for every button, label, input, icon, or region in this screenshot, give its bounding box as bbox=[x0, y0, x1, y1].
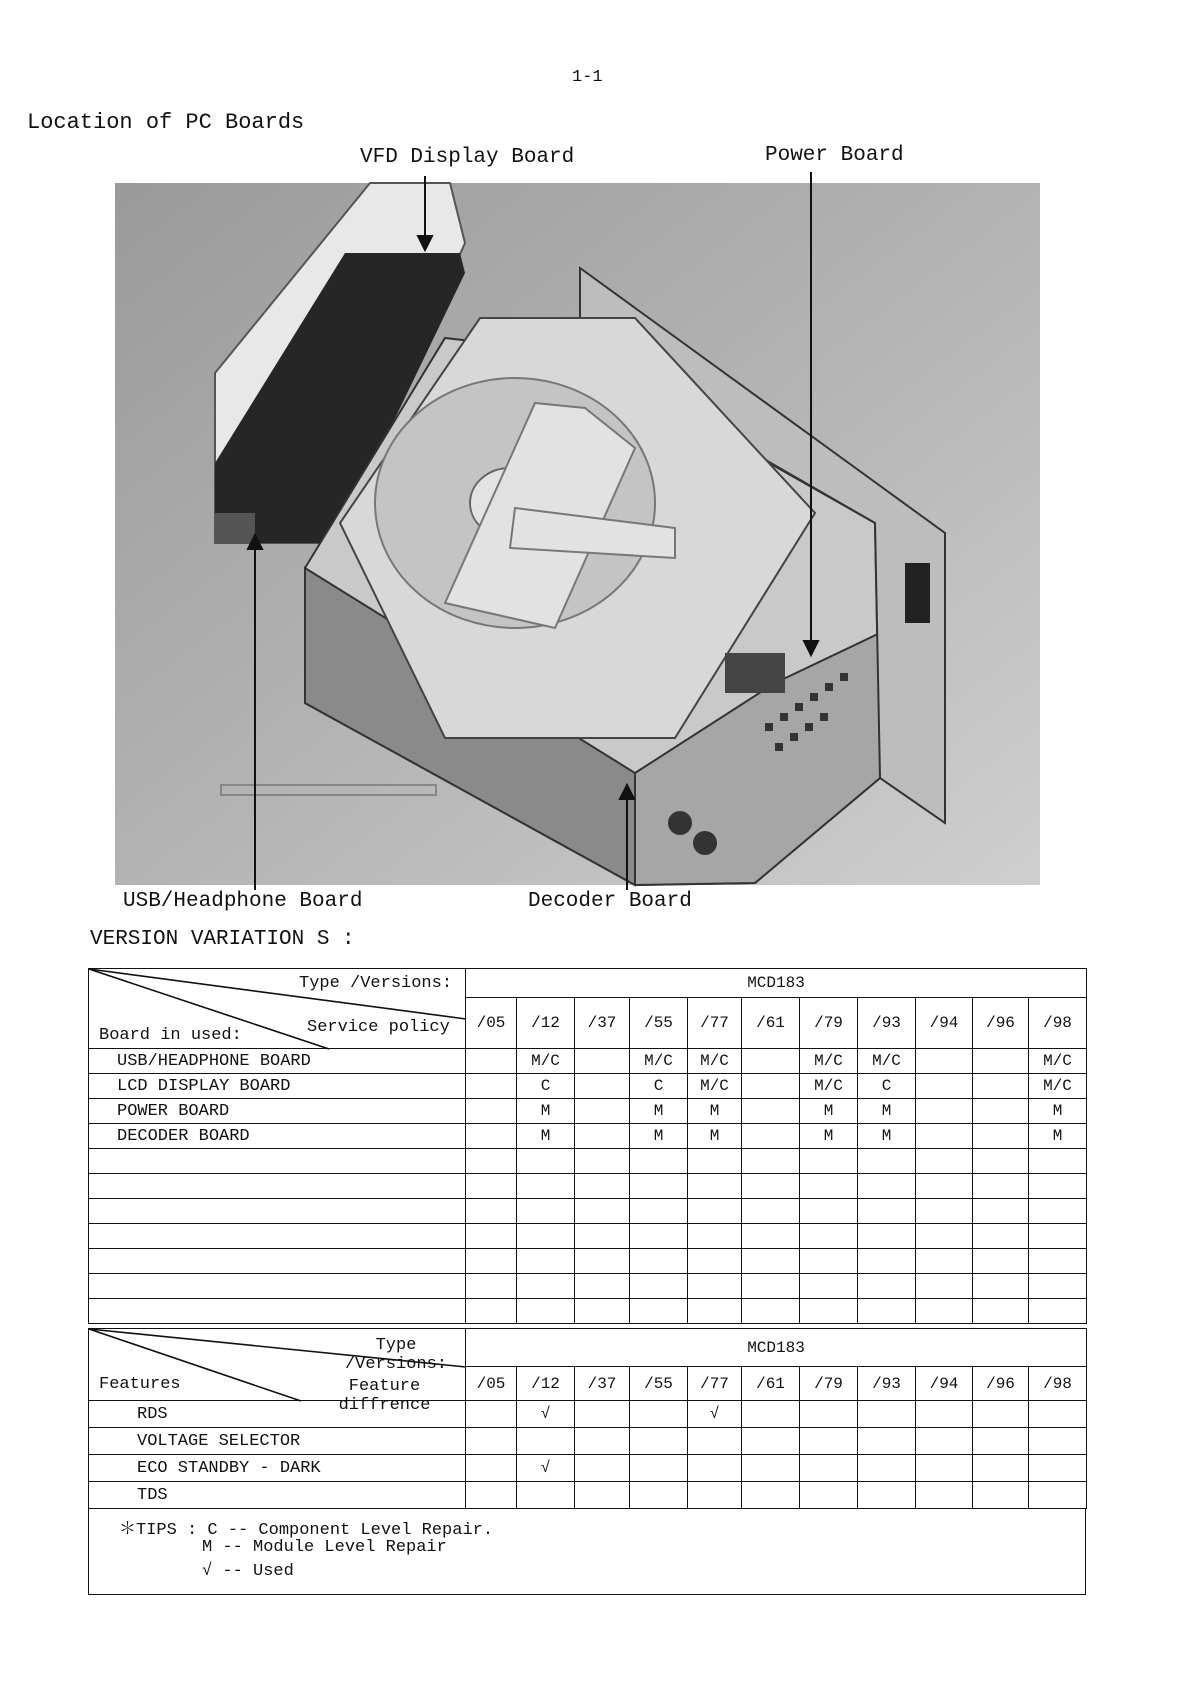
table-cell bbox=[466, 1455, 517, 1482]
table-cell bbox=[916, 1099, 973, 1124]
table-row bbox=[89, 1455, 1087, 1482]
empty-cell bbox=[742, 1224, 800, 1249]
version-col-header: /94 bbox=[916, 1367, 973, 1401]
empty-cell bbox=[89, 1249, 466, 1274]
table-cell bbox=[575, 1124, 630, 1149]
board-table-corner-header bbox=[89, 969, 466, 1049]
corner-features: Features bbox=[99, 1375, 181, 1394]
empty-cell bbox=[973, 1224, 1029, 1249]
empty-cell bbox=[973, 1149, 1029, 1174]
empty-cell bbox=[858, 1224, 916, 1249]
version-col-header: /61 bbox=[742, 998, 800, 1049]
empty-cell bbox=[630, 1249, 688, 1274]
table-cell: M bbox=[688, 1099, 742, 1124]
row-label: TDS bbox=[89, 1482, 466, 1509]
empty-cell bbox=[858, 1149, 916, 1174]
empty-cell bbox=[742, 1299, 800, 1324]
empty-cell bbox=[742, 1199, 800, 1224]
device-illustration bbox=[115, 183, 1040, 885]
empty-cell bbox=[517, 1299, 575, 1324]
empty-cell bbox=[1029, 1274, 1087, 1299]
tips-line-used: √ -- Used bbox=[202, 1562, 294, 1581]
table-cell: M/C bbox=[688, 1049, 742, 1074]
table-cell: M/C bbox=[800, 1049, 858, 1074]
table-row bbox=[89, 1401, 1087, 1428]
table-cell bbox=[517, 1482, 575, 1509]
table-row bbox=[89, 1428, 1087, 1455]
table-cell bbox=[742, 1428, 800, 1455]
table-cell: √ bbox=[517, 1401, 575, 1428]
table-cell bbox=[800, 1455, 858, 1482]
empty-cell bbox=[973, 1274, 1029, 1299]
model-header: MCD183 bbox=[466, 969, 1087, 998]
table-cell bbox=[575, 1099, 630, 1124]
version-col-header: /12 bbox=[517, 998, 575, 1049]
table-cell bbox=[575, 1428, 630, 1455]
empty-cell bbox=[916, 1274, 973, 1299]
empty-cell bbox=[89, 1299, 466, 1324]
table-cell: M bbox=[630, 1099, 688, 1124]
empty-cell bbox=[688, 1224, 742, 1249]
empty-cell bbox=[630, 1224, 688, 1249]
empty-cell bbox=[575, 1224, 630, 1249]
empty-cell bbox=[742, 1149, 800, 1174]
empty-cell bbox=[800, 1149, 858, 1174]
version-col-header: /05 bbox=[466, 1367, 517, 1401]
version-col-header: /77 bbox=[688, 998, 742, 1049]
corner-board-in-used: Board in used: bbox=[99, 1026, 242, 1045]
empty-cell bbox=[1029, 1299, 1087, 1324]
table-cell bbox=[630, 1482, 688, 1509]
table-cell: C bbox=[858, 1074, 916, 1099]
table-cell bbox=[1029, 1428, 1087, 1455]
empty-cell bbox=[575, 1149, 630, 1174]
table-cell bbox=[858, 1401, 916, 1428]
empty-cell bbox=[575, 1299, 630, 1324]
version-col-header: /93 bbox=[858, 1367, 916, 1401]
table-cell bbox=[466, 1401, 517, 1428]
table-cell bbox=[916, 1049, 973, 1074]
table-cell bbox=[466, 1482, 517, 1509]
empty-cell bbox=[742, 1274, 800, 1299]
empty-cell bbox=[517, 1224, 575, 1249]
row-label: DECODER BOARD bbox=[89, 1124, 466, 1149]
version-col-header: /96 bbox=[973, 1367, 1029, 1401]
version-col-header: /61 bbox=[742, 1367, 800, 1401]
empty-cell bbox=[688, 1199, 742, 1224]
table-cell bbox=[688, 1428, 742, 1455]
table-cell: √ bbox=[688, 1401, 742, 1428]
empty-cell bbox=[630, 1274, 688, 1299]
table-cell: M/C bbox=[800, 1074, 858, 1099]
version-col-header: /98 bbox=[1029, 1367, 1087, 1401]
table-cell bbox=[742, 1099, 800, 1124]
table-cell bbox=[800, 1428, 858, 1455]
table-cell bbox=[916, 1401, 973, 1428]
empty-cell bbox=[517, 1274, 575, 1299]
table-cell bbox=[858, 1482, 916, 1509]
table-cell bbox=[630, 1455, 688, 1482]
table-cell bbox=[916, 1455, 973, 1482]
table-cell bbox=[858, 1455, 916, 1482]
table-cell: M bbox=[1029, 1099, 1087, 1124]
empty-cell bbox=[517, 1199, 575, 1224]
table-cell: M/C bbox=[1029, 1049, 1087, 1074]
table-cell bbox=[973, 1428, 1029, 1455]
empty-cell bbox=[916, 1224, 973, 1249]
empty-cell bbox=[466, 1149, 517, 1174]
empty-cell bbox=[575, 1274, 630, 1299]
empty-cell bbox=[517, 1249, 575, 1274]
table-row bbox=[89, 1049, 1087, 1074]
table-cell bbox=[575, 1482, 630, 1509]
table-cell bbox=[688, 1482, 742, 1509]
table-cell: M bbox=[858, 1124, 916, 1149]
table-cell bbox=[742, 1455, 800, 1482]
table-cell bbox=[973, 1482, 1029, 1509]
empty-cell bbox=[916, 1174, 973, 1199]
version-col-header: /37 bbox=[575, 1367, 630, 1401]
empty-cell bbox=[575, 1174, 630, 1199]
empty-cell bbox=[973, 1174, 1029, 1199]
empty-cell bbox=[688, 1299, 742, 1324]
version-col-header: /55 bbox=[630, 998, 688, 1049]
empty-cell bbox=[1029, 1199, 1087, 1224]
empty-cell bbox=[688, 1174, 742, 1199]
empty-cell bbox=[630, 1199, 688, 1224]
corner-service-policy: Service policy bbox=[307, 1018, 450, 1037]
empty-cell bbox=[89, 1274, 466, 1299]
table-cell bbox=[742, 1049, 800, 1074]
table-cell: M bbox=[858, 1099, 916, 1124]
empty-cell bbox=[973, 1199, 1029, 1224]
table-cell bbox=[973, 1049, 1029, 1074]
empty-cell bbox=[688, 1149, 742, 1174]
empty-cell bbox=[466, 1249, 517, 1274]
version-col-header: /12 bbox=[517, 1367, 575, 1401]
empty-cell bbox=[973, 1299, 1029, 1324]
empty-table-row bbox=[89, 1224, 1087, 1249]
empty-cell bbox=[466, 1299, 517, 1324]
empty-cell bbox=[630, 1299, 688, 1324]
model-header: MCD183 bbox=[466, 1329, 1087, 1367]
empty-table-row bbox=[89, 1274, 1087, 1299]
row-label: LCD DISPLAY BOARD bbox=[89, 1074, 466, 1099]
table-cell bbox=[1029, 1455, 1087, 1482]
table-cell bbox=[916, 1124, 973, 1149]
callout-vfd-display-board: VFD Display Board bbox=[360, 146, 575, 169]
table-cell: √ bbox=[517, 1455, 575, 1482]
table-cell bbox=[742, 1124, 800, 1149]
tips-line-module: M -- Module Level Repair bbox=[202, 1538, 447, 1557]
table-cell bbox=[517, 1428, 575, 1455]
version-col-header: /96 bbox=[973, 998, 1029, 1049]
table-row bbox=[89, 1099, 1087, 1124]
table-row bbox=[89, 1482, 1087, 1509]
empty-table-row bbox=[89, 1299, 1087, 1324]
empty-cell bbox=[800, 1199, 858, 1224]
table-cell bbox=[742, 1482, 800, 1509]
empty-cell bbox=[1029, 1174, 1087, 1199]
table-cell: M/C bbox=[1029, 1074, 1087, 1099]
empty-cell bbox=[858, 1174, 916, 1199]
empty-cell bbox=[800, 1249, 858, 1274]
empty-cell bbox=[89, 1224, 466, 1249]
empty-cell bbox=[800, 1274, 858, 1299]
table-cell: M bbox=[1029, 1124, 1087, 1149]
row-label: RDS bbox=[89, 1401, 466, 1428]
table-cell bbox=[575, 1049, 630, 1074]
empty-cell bbox=[575, 1199, 630, 1224]
table-cell: M bbox=[517, 1124, 575, 1149]
tips-legend bbox=[88, 1508, 1086, 1595]
table-cell: C bbox=[517, 1074, 575, 1099]
table-cell bbox=[466, 1049, 517, 1074]
table-cell: C bbox=[630, 1074, 688, 1099]
table-cell bbox=[916, 1482, 973, 1509]
table-row bbox=[89, 1074, 1087, 1099]
empty-table-row bbox=[89, 1149, 1087, 1174]
empty-table-row bbox=[89, 1174, 1087, 1199]
table-cell bbox=[973, 1455, 1029, 1482]
table-cell bbox=[973, 1099, 1029, 1124]
table-cell: M/C bbox=[688, 1074, 742, 1099]
empty-cell bbox=[916, 1299, 973, 1324]
version-col-header: /05 bbox=[466, 998, 517, 1049]
empty-cell bbox=[466, 1174, 517, 1199]
empty-cell bbox=[466, 1224, 517, 1249]
empty-cell bbox=[89, 1199, 466, 1224]
table-cell bbox=[742, 1401, 800, 1428]
table-cell bbox=[1029, 1401, 1087, 1428]
version-col-header: /77 bbox=[688, 1367, 742, 1401]
empty-cell bbox=[800, 1224, 858, 1249]
row-label: POWER BOARD bbox=[89, 1099, 466, 1124]
empty-cell bbox=[517, 1174, 575, 1199]
table-cell: M bbox=[800, 1124, 858, 1149]
table-cell: M bbox=[517, 1099, 575, 1124]
empty-cell bbox=[858, 1274, 916, 1299]
empty-cell bbox=[858, 1249, 916, 1274]
tips-line-component: ＊TIPS : C -- Component Level Repair. bbox=[119, 1521, 494, 1540]
empty-cell bbox=[466, 1274, 517, 1299]
empty-cell bbox=[1029, 1249, 1087, 1274]
table-cell bbox=[466, 1099, 517, 1124]
table-cell bbox=[973, 1401, 1029, 1428]
version-col-header: /55 bbox=[630, 1367, 688, 1401]
empty-cell bbox=[688, 1274, 742, 1299]
empty-cell bbox=[916, 1249, 973, 1274]
empty-cell bbox=[688, 1249, 742, 1274]
empty-cell bbox=[89, 1149, 466, 1174]
table-cell bbox=[858, 1428, 916, 1455]
empty-table-row bbox=[89, 1199, 1087, 1224]
empty-cell bbox=[630, 1174, 688, 1199]
empty-cell bbox=[517, 1149, 575, 1174]
empty-cell bbox=[800, 1299, 858, 1324]
empty-cell bbox=[1029, 1149, 1087, 1174]
version-col-header: /98 bbox=[1029, 998, 1087, 1049]
callout-usb-headphone-board: USB/Headphone Board bbox=[123, 890, 363, 913]
table-row bbox=[89, 1124, 1087, 1149]
table-cell bbox=[800, 1482, 858, 1509]
table-cell bbox=[916, 1074, 973, 1099]
table-cell bbox=[742, 1074, 800, 1099]
version-col-header: /93 bbox=[858, 998, 916, 1049]
empty-cell bbox=[466, 1199, 517, 1224]
version-variation-heading: VERSION VARIATION S : bbox=[90, 928, 355, 951]
empty-cell bbox=[89, 1174, 466, 1199]
table-cell bbox=[466, 1124, 517, 1149]
table-cell bbox=[630, 1401, 688, 1428]
table-cell bbox=[973, 1074, 1029, 1099]
version-col-header: /37 bbox=[575, 998, 630, 1049]
table-cell bbox=[800, 1401, 858, 1428]
table-cell bbox=[916, 1428, 973, 1455]
empty-cell bbox=[858, 1199, 916, 1224]
table-cell bbox=[575, 1074, 630, 1099]
table-cell bbox=[575, 1401, 630, 1428]
page-title: Location of PC Boards bbox=[27, 110, 305, 135]
table-cell bbox=[973, 1124, 1029, 1149]
corner-feature-difference: Feature diffrence bbox=[338, 1377, 431, 1415]
empty-cell bbox=[630, 1149, 688, 1174]
row-label: ECO STANDBY - DARK bbox=[89, 1455, 466, 1482]
table-cell bbox=[466, 1428, 517, 1455]
table-cell bbox=[688, 1455, 742, 1482]
empty-cell bbox=[800, 1174, 858, 1199]
corner-type-versions: Type /Versions: bbox=[299, 974, 453, 993]
row-label: VOLTAGE SELECTOR bbox=[89, 1428, 466, 1455]
board-service-table bbox=[88, 968, 1087, 1324]
empty-cell bbox=[575, 1249, 630, 1274]
corner-type-versions: Type /Versions: bbox=[344, 1336, 448, 1374]
table-cell: M bbox=[800, 1099, 858, 1124]
page-number: 1-1 bbox=[572, 68, 603, 87]
empty-cell bbox=[742, 1174, 800, 1199]
empty-cell bbox=[1029, 1224, 1087, 1249]
empty-cell bbox=[916, 1199, 973, 1224]
version-col-header: /79 bbox=[800, 1367, 858, 1401]
version-col-header: /94 bbox=[916, 998, 973, 1049]
version-col-header: /79 bbox=[800, 998, 858, 1049]
callout-decoder-board: Decoder Board bbox=[528, 890, 692, 913]
table-cell bbox=[575, 1455, 630, 1482]
callout-power-board: Power Board bbox=[765, 144, 904, 167]
table-cell: M bbox=[630, 1124, 688, 1149]
table-cell: M/C bbox=[630, 1049, 688, 1074]
empty-table-row bbox=[89, 1249, 1087, 1274]
empty-cell bbox=[973, 1249, 1029, 1274]
empty-cell bbox=[742, 1249, 800, 1274]
table-cell bbox=[466, 1074, 517, 1099]
empty-cell bbox=[858, 1299, 916, 1324]
empty-cell bbox=[916, 1149, 973, 1174]
row-label: USB/HEADPHONE BOARD bbox=[89, 1049, 466, 1074]
table-cell bbox=[1029, 1482, 1087, 1509]
table-cell: M bbox=[688, 1124, 742, 1149]
feature-table bbox=[88, 1328, 1087, 1509]
table-cell: M/C bbox=[858, 1049, 916, 1074]
table-cell bbox=[630, 1428, 688, 1455]
table-cell: M/C bbox=[517, 1049, 575, 1074]
